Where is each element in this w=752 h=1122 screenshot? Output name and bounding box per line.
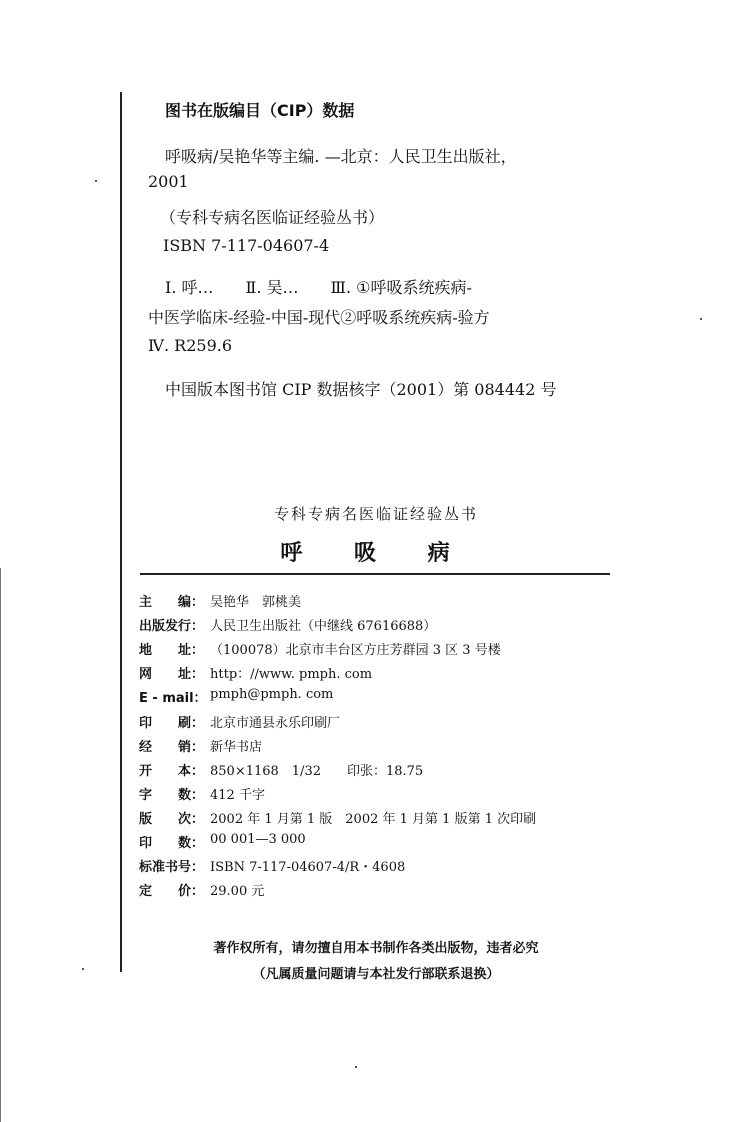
cip-title: 图书在版编目（CIP）数据 [165, 101, 355, 120]
cip-subject-line: Ⅰ. 呼… Ⅱ. 吴… Ⅲ. ①呼吸系统疾病- [165, 278, 472, 297]
colophon-value: 吴艳华 郭桃美 [210, 595, 302, 610]
colophon-value: （100078）北京市丰台区方庄芳群园 3 区 3 号楼 [210, 643, 501, 658]
copyright-notice: 著作权所有，请勿擅自用本书制作各类出版物，违者必究 [213, 941, 539, 956]
cip-line: 2001 [148, 172, 189, 191]
colophon-label: 网 址： [139, 667, 205, 682]
colophon-label: 地 址： [139, 643, 205, 658]
left-margin-rule [120, 92, 122, 972]
colophon-label: 经 销： [139, 740, 205, 755]
cip-line: 呼吸病/吴艳华等主编. —北京：人民卫生出版社， [165, 147, 517, 166]
page-edge-line [0, 568, 1, 1122]
colophon-value: 2002 年 1 月第 1 版 2002 年 1 月第 1 版第 1 次印刷 [210, 812, 537, 827]
colophon-label: 印 刷： [139, 716, 205, 731]
colophon-label: 版 次： [139, 812, 205, 827]
colophon-value: 29.00 元 [210, 884, 265, 899]
book-title: 呼 吸 病 [280, 541, 472, 566]
colophon-label: E - mail： [139, 691, 207, 706]
colophon-value: 新华书店 [210, 740, 263, 755]
colophon-label: 字 数： [139, 788, 205, 803]
colophon-label: 出版发行： [139, 619, 205, 634]
colophon-label: 定 价： [139, 884, 205, 899]
colophon-label: 印 数： [139, 836, 205, 851]
cip-subject-line: 中医学临床-经验-中国-现代②呼吸系统疾病-验方 [148, 308, 490, 327]
colophon-divider [140, 573, 610, 575]
colophon-value: ISBN 7-117-04607-4/R・4608 [210, 860, 406, 875]
colophon-value: 人民卫生出版社（中继线 67616688） [210, 619, 437, 634]
cip-record-number: 中国版本图书馆 CIP 数据核字（2001）第 084442 号 [165, 380, 557, 399]
scan-speck [355, 1066, 357, 1068]
colophon-value: 412 千字 [210, 788, 265, 803]
colophon-value: pmph@pmph. com [210, 687, 334, 702]
cip-isbn-line: ISBN 7-117-04607-4 [163, 236, 330, 255]
colophon-value: http：//www. pmph. com [210, 667, 373, 682]
series-title: 专科专病名医临证经验丛书 [273, 505, 478, 523]
colophon-value: 00 001—3 000 [210, 832, 306, 847]
scan-speck [700, 318, 702, 320]
cip-series-line: （专科专病名医临证经验丛书） [160, 208, 385, 227]
cip-classification-line: Ⅳ. R259.6 [148, 336, 233, 355]
colophon-value: 850×1168 1/32 印张：18.75 [210, 764, 424, 779]
colophon-label: 标准书号： [139, 860, 205, 875]
colophon-value: 北京市通县永乐印刷厂 [210, 716, 341, 731]
scan-speck [95, 180, 97, 182]
return-notice: （凡属质量问题请与本社发行部联系退换） [252, 967, 500, 982]
colophon-label: 主 编： [139, 595, 205, 610]
colophon-label: 开 本： [139, 764, 205, 779]
